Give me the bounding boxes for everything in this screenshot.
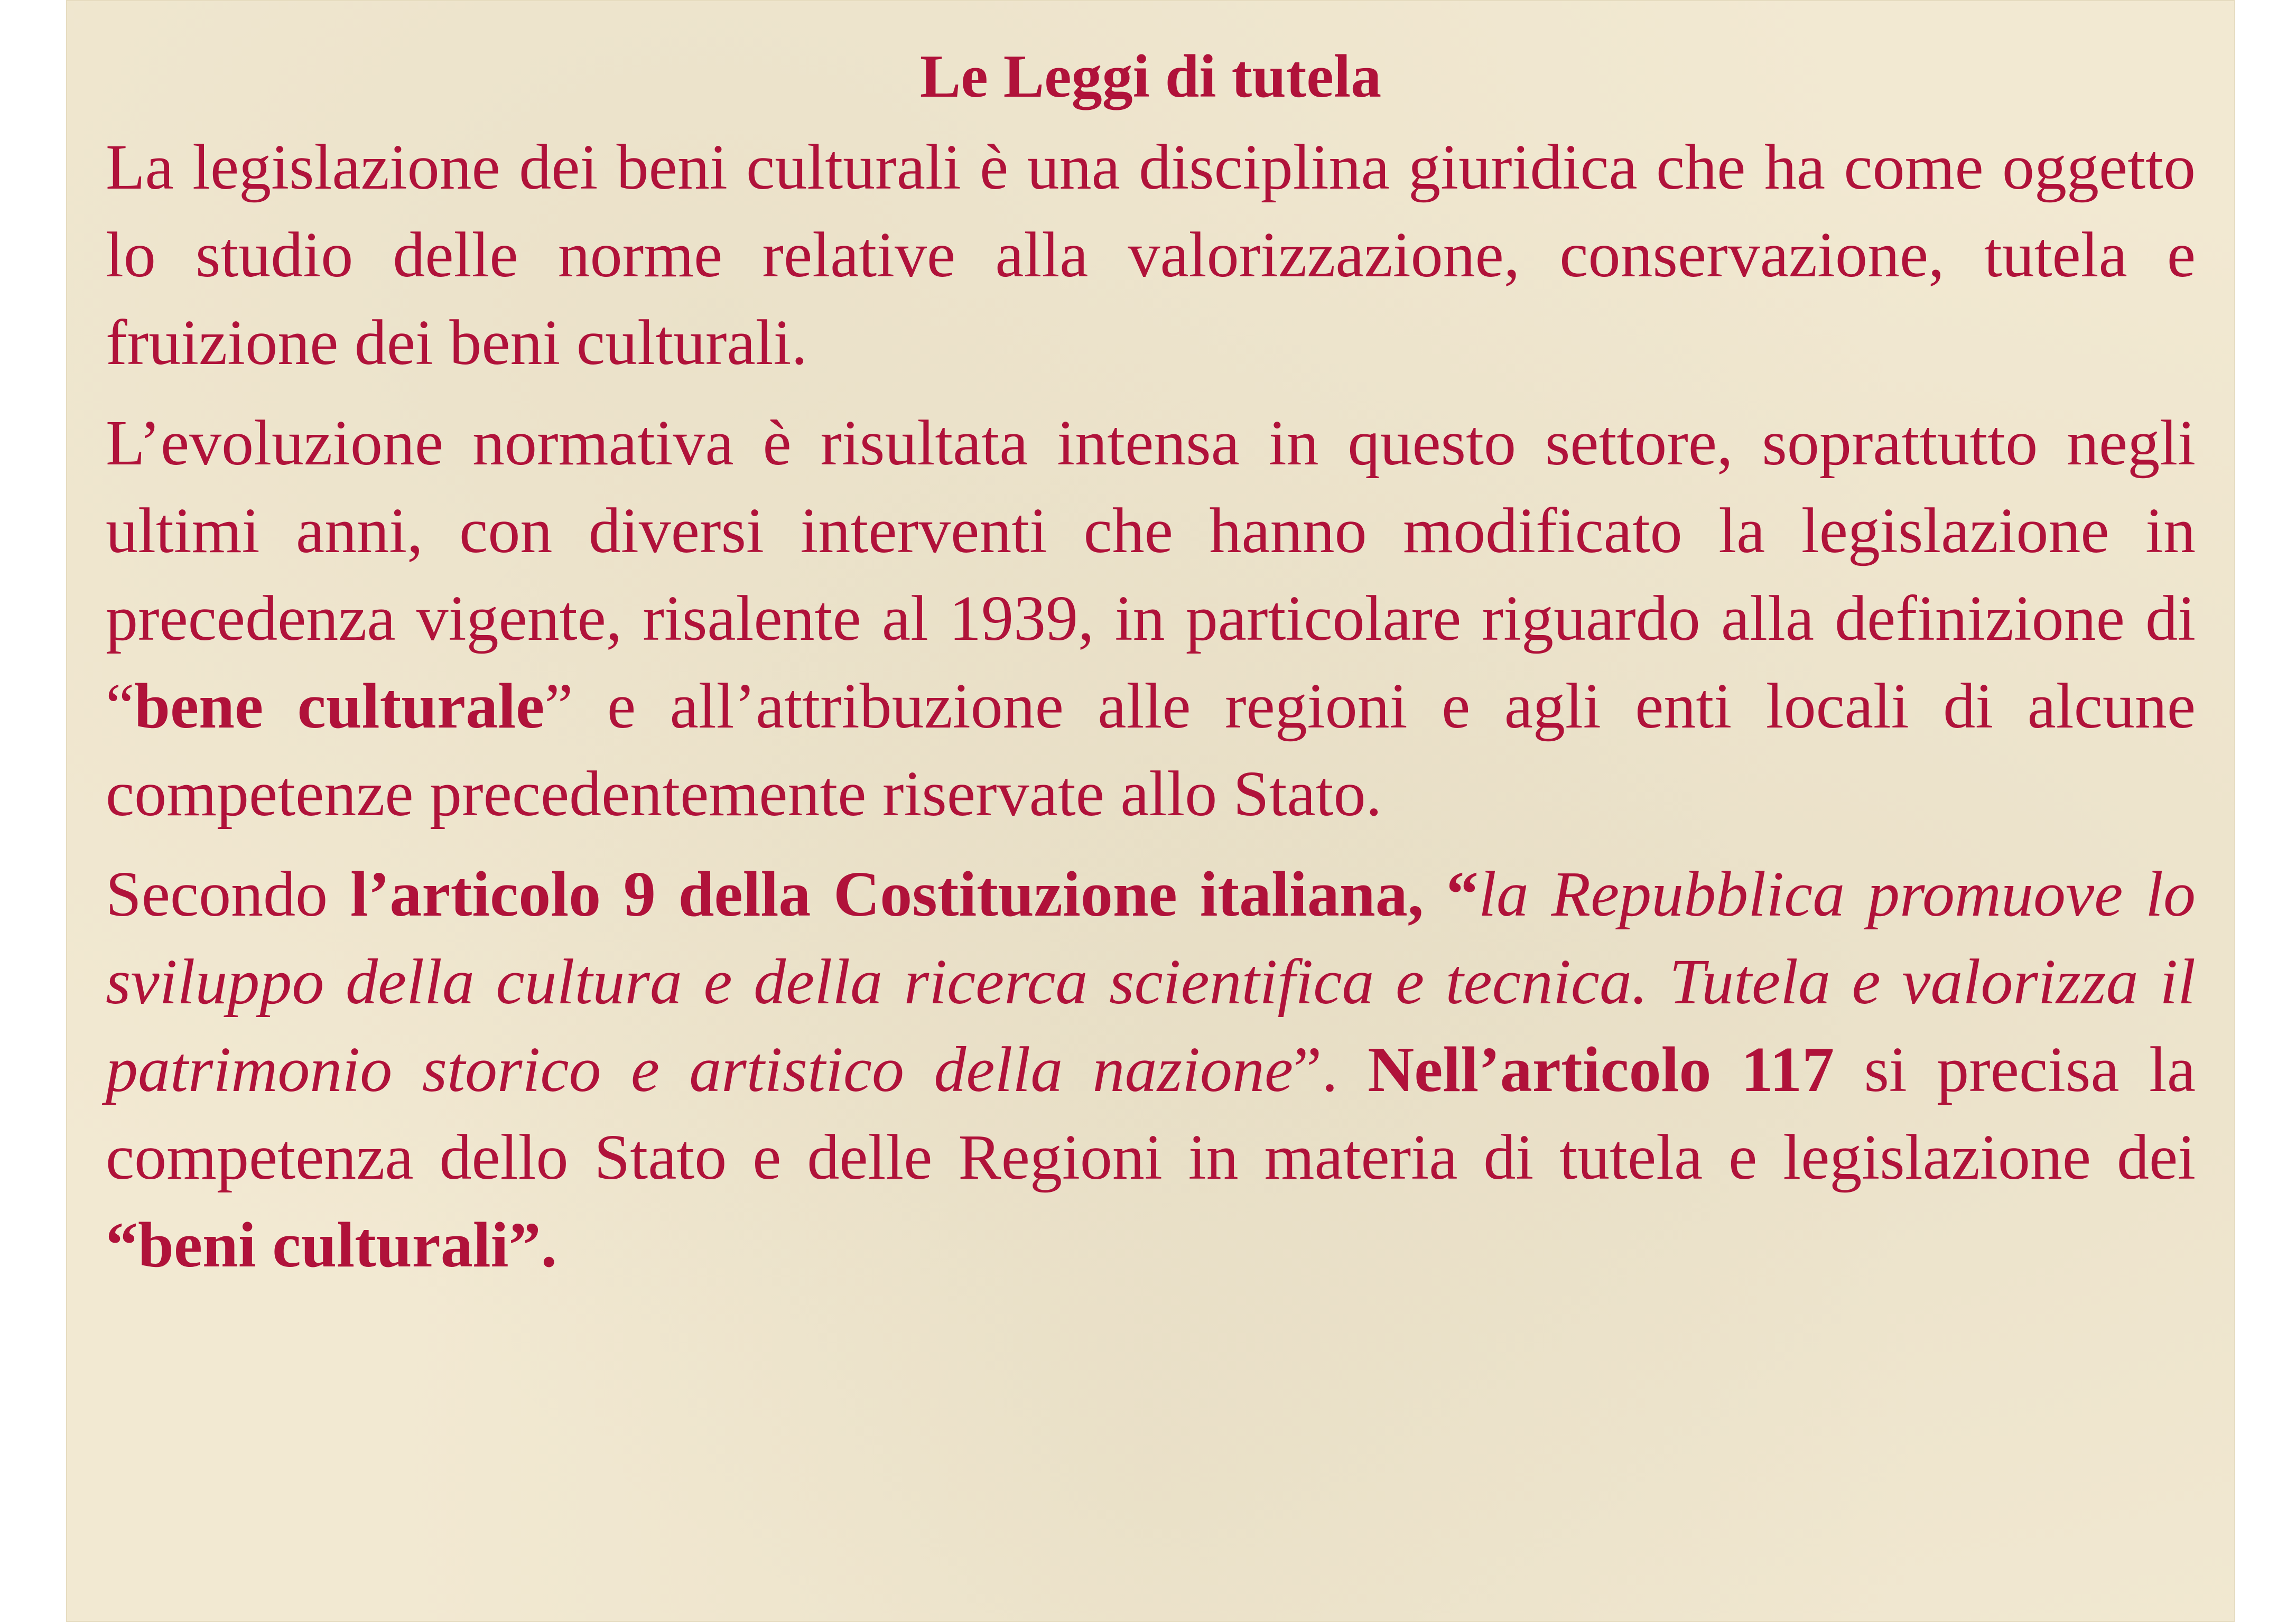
paragraph-definition: [106, 124, 2196, 387]
evolution-text-start: L’evoluzione normativa è risultata intensa in questo settore, soprattutto negli ultimi anni, con diversi interventi che hanno modificato la legislazione in precedenza vigente, risalente al 1939, in particolare riguardo alla definizione di “: [106, 407, 2196, 742]
paragraph-evolution: [106, 399, 2196, 838]
paragraph-definition-text: La legislazione dei beni culturali è una disciplina giuridica che ha come oggetto lo studio delle norme relative alla valorizzazione, conservazione, tutela e fruizione dei beni culturali.: [106, 132, 2196, 378]
slide-title: Le Leggi di tutela: [919, 43, 1382, 110]
slide-text: [106, 37, 2196, 1302]
constitution-text-start: Secondo: [106, 859, 350, 930]
article-117-text: si precisa la competenza dello Stato e delle Regioni in materia di tutela e legislazione dei: [106, 1034, 2196, 1193]
article-9-reference: l’articolo 9 della Costituzione italiana,: [350, 859, 1424, 930]
article-9-quote: la Repubblica promuove lo sviluppo della cultura e della ricerca scientifica e tecnica. Tutela e valorizza il patrimonio storico e artistico della nazione: [106, 859, 2196, 1105]
article-117-reference: Nell’articolo 117: [1368, 1034, 1835, 1105]
open-quote: “: [1446, 859, 1479, 930]
bene-culturale-term: bene culturale: [134, 670, 545, 742]
paragraph-constitution: [106, 851, 2196, 1289]
beni-culturali-term: “beni culturali”.: [106, 1209, 557, 1281]
close-quote: ”.: [1293, 1034, 1368, 1105]
slide: [66, 0, 2235, 1622]
space: [1424, 859, 1446, 930]
evolution-text-end: ” e all’attribuzione alle regioni e agli enti locali di alcune competenze precedentemente riservate allo Stato.: [106, 670, 2196, 829]
